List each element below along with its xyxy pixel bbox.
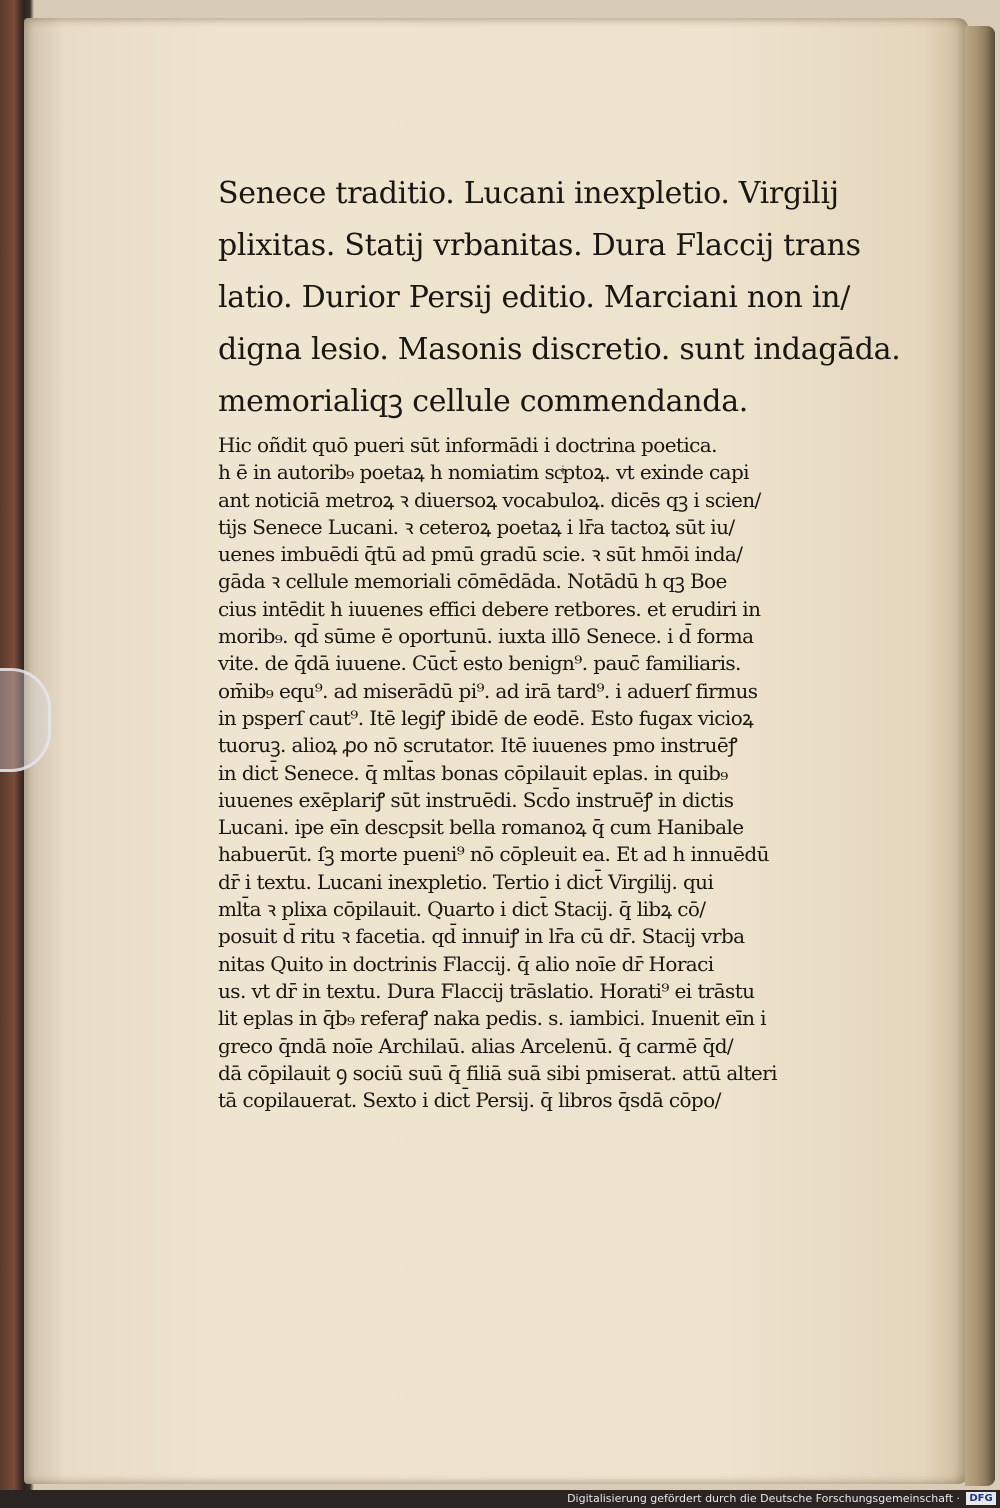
commentary-line: vite. de q̄dā iuuene. Cūct̄ esto benign⁹. pauc̄ familiaris. <box>218 651 741 676</box>
commentary-line: cius intēdit h iuuenes effici debere retbores. et erudiri in <box>218 596 761 621</box>
commentary-line: tijs Senece Lucani. ꝛ ceteroꝝ poetaꝝ i lr̄a tactoꝝ sūt iu/ <box>218 514 735 539</box>
commentary-line: mlt̄a ꝛ plixa cōpilauit. Quarto i dict̄ Stacij. q̄ libꝝ cō/ <box>218 897 706 922</box>
commentary-line: dā cōpilauit ꝯ sociū suū q̄ filiā suā sibi pmiserat. attū alteri <box>218 1060 777 1085</box>
commentary-line: ant noticiā metroꝝ ꝛ diuersoꝝ vocabuloꝝ. dicēs qꝫ i scien/ <box>218 487 761 512</box>
commentary-line: tuoruꝫ. alioꝝ ꝓo nō scrutator. Itē iuuenes pmo instruēꝭ <box>218 733 737 758</box>
commentary-line: om̄ib₉ equ⁹. ad miserādū pi⁹. ad irā tard⁹. i aduerſ firmus <box>218 678 758 703</box>
commentary-line: iuuenes exēplariꝭ sūt instruēdi. Scd̄o instruēꝭ in dictis <box>218 787 734 812</box>
dfg-logo[interactable]: DFG <box>966 1492 996 1505</box>
commentary-line: posuit d̄ ritu ꝛ facetia. qd̄ innuiꝭ in lr̄a cū dr̄. Stacij vrba <box>218 924 745 949</box>
commentary-line: uenes imbuēdi q̄tū ad pmū gradū scie. ꝛ sūt hmōi inda/ <box>218 542 743 567</box>
commentary-line: Lucani. ipe eīn descpsit bella romanoꝝ q̄ cum Hanibale <box>218 815 744 840</box>
heading-line: digna lesio. Masonis discretio. sunt indagāda. <box>218 332 901 367</box>
commentary-line: tā copilauerat. Sexto i dict̄ Persij. q̄ libros q̄sdā cōpo/ <box>218 1088 721 1113</box>
commentary-line: in dict̄ Senece. q̄ mlt̄as bonas cōpilauit eplas. in quib₉ <box>218 760 728 785</box>
commentary-line: lit eplas in q̄b₉ referaꝭ naka pedis. s. iambici. Inuenit eīn i <box>218 1006 766 1031</box>
commentary-line: greco q̄ndā noīe Archilaū. alias Arcelenū. q̄ carmē q̄d/ <box>218 1033 734 1058</box>
heading-line: plixitas. Statij vrbanitas. Dura Flaccij trans <box>218 228 861 263</box>
commentary-line: h ē in autorib₉ poetaꝝ h nomiatim scͥptoꝝ. vt exinde capi <box>218 460 749 485</box>
heading-text <box>218 168 901 428</box>
footer-bar <box>0 1490 1000 1508</box>
commentary-line: dr̄ i textu. Lucani inexpletio. Tertio i dict̄ Virgilij. qui <box>218 869 714 894</box>
commentary-line: us. vt dr̄ in textu. Dura Flaccij trāslatio. Horati⁹ ei trāstu <box>218 978 755 1003</box>
page-edge <box>965 26 995 1486</box>
commentary-line: gāda ꝛ cellule memoriali cōmēdāda. Notādū h qꝫ Boe <box>218 569 727 594</box>
commentary-text <box>218 432 858 1114</box>
commentary-line: in psperſ caut⁹. Itē legiꝭ ibidē de eodē. Esto fugax vicioꝝ <box>218 705 754 730</box>
commentary-line: morib₉. qd̄ sūme ē oportunū. iuxta illō Senece. i d̄ forma <box>218 624 754 649</box>
funding-credit: Digitalisierung gefördert durch die Deutsche Forschungsgemeinschaft · <box>567 1492 960 1505</box>
heading-line: latio. Durior Persij editio. Marciani non in/ <box>218 280 850 315</box>
commentary-line: habuerūt. ſꝫ morte pueni⁹ nō cōpleuit ea. Et ad h innuēdū <box>218 842 769 867</box>
page-text <box>218 168 901 1114</box>
heading-line: memorialiqꝫ cellule commendanda. <box>218 384 749 419</box>
commentary-line: Hic oñdit quō pueri sūt informādi i doctrina poetica. <box>218 433 717 457</box>
heading-line: Senece traditio. Lucani inexpletio. Virgilij <box>218 176 839 211</box>
commentary-line: nitas Quito in doctrinis Flaccij. q̄ alio noīe dr̄ Horaci <box>218 951 714 976</box>
